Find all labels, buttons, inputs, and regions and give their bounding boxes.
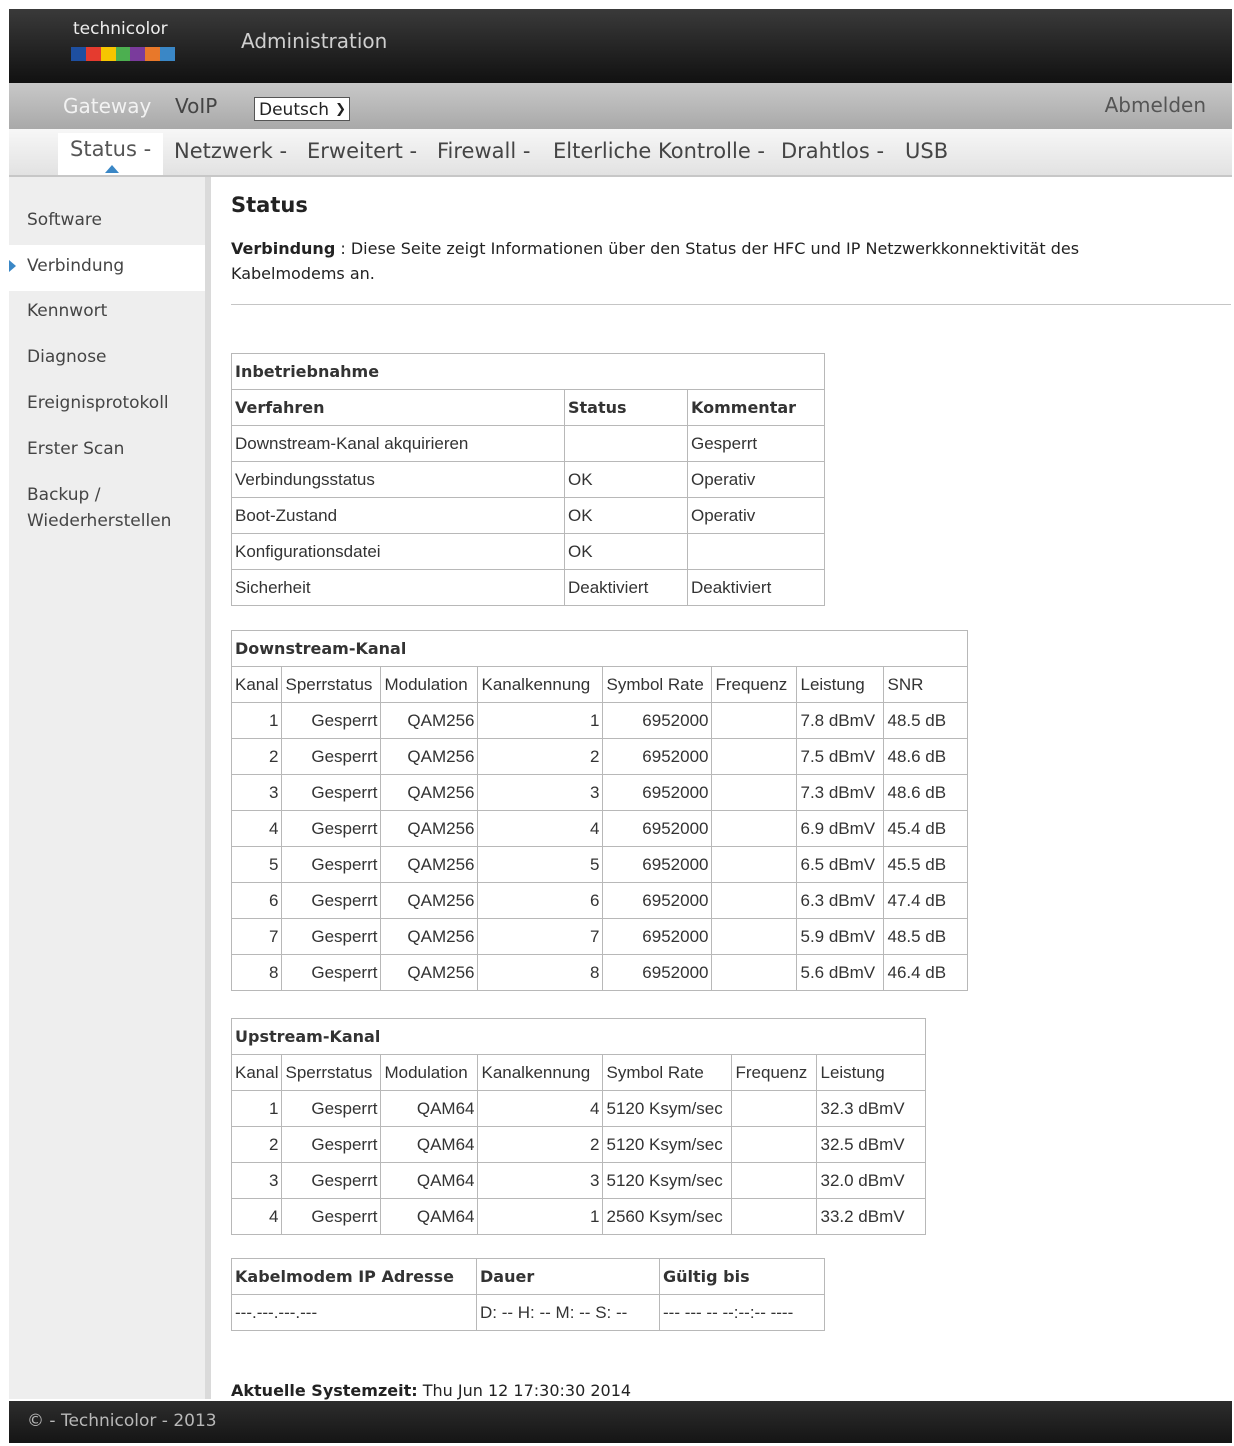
table-cell bbox=[732, 1163, 817, 1199]
table-row bbox=[232, 847, 968, 883]
logo-color-segment bbox=[160, 47, 175, 61]
column-header: Kabelmodem IP Adresse bbox=[232, 1259, 477, 1295]
table-cell: Gesperrt bbox=[688, 426, 825, 462]
table-row bbox=[232, 1199, 926, 1235]
table-cell: 47.4 dB bbox=[884, 883, 968, 919]
table-cell: 4 bbox=[478, 1091, 603, 1127]
system-time bbox=[231, 1381, 631, 1400]
table-cell bbox=[712, 955, 797, 991]
table-cell: 6952000 bbox=[603, 775, 712, 811]
column-header: Status bbox=[565, 390, 688, 426]
system-time-label: Aktuelle Systemzeit: bbox=[231, 1381, 418, 1400]
page-title: Status bbox=[231, 193, 308, 217]
table-row bbox=[232, 570, 825, 606]
logo-color-bar bbox=[71, 47, 175, 61]
column-header: Modulation bbox=[381, 1055, 478, 1091]
table-cell bbox=[712, 703, 797, 739]
table-header-row bbox=[232, 667, 968, 703]
table-cell bbox=[712, 883, 797, 919]
table-row bbox=[232, 883, 968, 919]
logo-color-segment bbox=[101, 47, 116, 61]
logo-color-segment bbox=[116, 47, 131, 61]
sidebar-item-wiederherstellen[interactable]: Wiederherstellen bbox=[27, 511, 172, 531]
table-cell: 5120 Ksym/sec bbox=[603, 1091, 732, 1127]
tab-drahtlos[interactable]: Drahtlos - bbox=[781, 139, 885, 163]
table-row bbox=[232, 534, 825, 570]
column-header: Verfahren bbox=[232, 390, 565, 426]
system-time-value: Thu Jun 12 17:30:30 2014 bbox=[422, 1381, 632, 1400]
table-cell: Gesperrt bbox=[282, 703, 381, 739]
column-header: SNR bbox=[884, 667, 968, 703]
gateway-link[interactable]: Gateway bbox=[63, 94, 152, 118]
table-cell: 1 bbox=[232, 703, 282, 739]
table-row bbox=[232, 775, 968, 811]
table-cell: 45.5 dB bbox=[884, 847, 968, 883]
table-row bbox=[232, 811, 968, 847]
table-cell: 6952000 bbox=[603, 919, 712, 955]
table-cell: 6.3 dBmV bbox=[797, 883, 884, 919]
table-cell: QAM64 bbox=[381, 1163, 478, 1199]
table-cell: 6952000 bbox=[603, 955, 712, 991]
table-cell: 6 bbox=[232, 883, 282, 919]
table-cell: 4 bbox=[232, 811, 282, 847]
ip-table bbox=[231, 1258, 825, 1331]
table-cell: 8 bbox=[478, 955, 603, 991]
table-title-row bbox=[232, 631, 968, 667]
table-header-row bbox=[232, 390, 825, 426]
column-header: Kanal bbox=[232, 667, 282, 703]
sidebar-item-diagnose[interactable]: Diagnose bbox=[27, 347, 107, 367]
column-header: Leistung bbox=[797, 667, 884, 703]
table-cell: Operativ bbox=[688, 462, 825, 498]
footer-copyright: © - Technicolor - 2013 bbox=[27, 1411, 217, 1431]
table-cell: 4 bbox=[478, 811, 603, 847]
sidebar-item-backup[interactable]: Backup / bbox=[27, 485, 101, 505]
logout-link[interactable]: Abmelden bbox=[1104, 93, 1206, 117]
column-header: Kanalkennung bbox=[478, 667, 603, 703]
column-header: Kanal bbox=[232, 1055, 282, 1091]
table-cell: 5 bbox=[232, 847, 282, 883]
logo-color-segment bbox=[71, 47, 86, 61]
table-cell: 7.3 dBmV bbox=[797, 775, 884, 811]
table-cell: 45.4 dB bbox=[884, 811, 968, 847]
table-cell: 1 bbox=[478, 1199, 603, 1235]
column-header: Leistung bbox=[817, 1055, 926, 1091]
table-cell: 1 bbox=[478, 703, 603, 739]
table-cell: 2 bbox=[478, 1127, 603, 1163]
table-cell: Verbindungsstatus bbox=[232, 462, 565, 498]
sidebar-item-erster-scan[interactable]: Erster Scan bbox=[27, 439, 125, 459]
table-cell: Downstream-Kanal akquirieren bbox=[232, 426, 565, 462]
table-cell bbox=[688, 534, 825, 570]
table-cell: 6952000 bbox=[603, 811, 712, 847]
table-row bbox=[232, 739, 968, 775]
table-cell: Gesperrt bbox=[282, 1199, 381, 1235]
table-cell: OK bbox=[565, 462, 688, 498]
table-cell: 2 bbox=[232, 1127, 282, 1163]
brand-text: technicolor bbox=[73, 19, 168, 39]
table-cell: 5.9 dBmV bbox=[797, 919, 884, 955]
table-cell: Deaktiviert bbox=[688, 570, 825, 606]
column-header: Kommentar bbox=[688, 390, 825, 426]
main-nav bbox=[9, 129, 1232, 177]
tab-elterliche-kontrolle[interactable]: Elterliche Kontrolle - bbox=[553, 139, 765, 163]
table-cell: 7 bbox=[232, 919, 282, 955]
column-header: Sperrstatus bbox=[282, 1055, 381, 1091]
table-cell: QAM256 bbox=[381, 919, 478, 955]
table-cell: QAM256 bbox=[381, 775, 478, 811]
table-cell bbox=[732, 1127, 817, 1163]
table-cell: 2560 Ksym/sec bbox=[603, 1199, 732, 1235]
intro-separator: : bbox=[340, 239, 346, 258]
table-cell: Gesperrt bbox=[282, 955, 381, 991]
table-cell bbox=[732, 1091, 817, 1127]
table-cell: 48.6 dB bbox=[884, 739, 968, 775]
divider bbox=[231, 304, 1231, 305]
table-cell: 7.5 dBmV bbox=[797, 739, 884, 775]
language-value: Deutsch bbox=[259, 100, 329, 120]
table-cell: 5120 Ksym/sec bbox=[603, 1127, 732, 1163]
table-row bbox=[232, 1295, 825, 1331]
table-title-row bbox=[232, 354, 825, 390]
table-cell: OK bbox=[565, 498, 688, 534]
table-cell: Gesperrt bbox=[282, 1091, 381, 1127]
page-intro bbox=[231, 236, 1181, 286]
table-cell: QAM256 bbox=[381, 811, 478, 847]
table-row bbox=[232, 462, 825, 498]
footer bbox=[9, 1401, 1232, 1443]
table-cell: 32.3 dBmV bbox=[817, 1091, 926, 1127]
table-title: Downstream-Kanal bbox=[232, 631, 968, 667]
table-cell: 2 bbox=[232, 739, 282, 775]
language-select[interactable] bbox=[254, 97, 350, 121]
table-cell: QAM256 bbox=[381, 703, 478, 739]
table-cell: 5 bbox=[478, 847, 603, 883]
page-frame bbox=[9, 9, 1232, 1443]
column-header: Kanalkennung bbox=[478, 1055, 603, 1091]
column-header: Sperrstatus bbox=[282, 667, 381, 703]
sidebar bbox=[9, 177, 211, 1399]
table-cell: 8 bbox=[232, 955, 282, 991]
table-cell: 48.6 dB bbox=[884, 775, 968, 811]
logo-color-segment bbox=[145, 47, 160, 61]
table-row bbox=[232, 1163, 926, 1199]
table-row bbox=[232, 703, 968, 739]
table-cell: 7 bbox=[478, 919, 603, 955]
table-cell: 6952000 bbox=[603, 739, 712, 775]
table-cell: Deaktiviert bbox=[565, 570, 688, 606]
sidebar-item-software[interactable]: Software bbox=[27, 210, 102, 230]
table-cell: 2 bbox=[478, 739, 603, 775]
table-cell: 6 bbox=[478, 883, 603, 919]
table-cell: Gesperrt bbox=[282, 883, 381, 919]
column-header: Dauer bbox=[477, 1259, 660, 1295]
table-row bbox=[232, 498, 825, 534]
upstream-table bbox=[231, 1018, 926, 1235]
tab-firewall[interactable]: Firewall - bbox=[437, 139, 531, 163]
table-cell: Gesperrt bbox=[282, 1127, 381, 1163]
table-cell: 4 bbox=[232, 1199, 282, 1235]
table-row bbox=[232, 1127, 926, 1163]
table-cell: 6952000 bbox=[603, 847, 712, 883]
table-cell: 48.5 dB bbox=[884, 703, 968, 739]
voip-link[interactable]: VoIP bbox=[175, 94, 218, 118]
table-cell: D: -- H: -- M: -- S: -- bbox=[477, 1295, 660, 1331]
table-cell: ---.---.---.--- bbox=[232, 1295, 477, 1331]
gateway-bar bbox=[9, 83, 1232, 129]
tab-usb[interactable]: USB bbox=[905, 139, 949, 163]
logo-color-segment bbox=[130, 47, 145, 61]
table-cell: Gesperrt bbox=[282, 847, 381, 883]
column-header: Gültig bis bbox=[660, 1259, 825, 1295]
table-cell: 6.5 dBmV bbox=[797, 847, 884, 883]
table-row bbox=[232, 426, 825, 462]
table-cell: Sicherheit bbox=[232, 570, 565, 606]
column-header: Modulation bbox=[381, 667, 478, 703]
table-cell: 5.6 dBmV bbox=[797, 955, 884, 991]
table-cell: QAM256 bbox=[381, 739, 478, 775]
header-bar bbox=[9, 9, 1232, 83]
intro-label: Verbindung bbox=[231, 239, 336, 258]
table-cell: OK bbox=[565, 534, 688, 570]
tab-netzwerk[interactable]: Netzwerk - bbox=[174, 139, 288, 163]
logo-color-segment bbox=[86, 47, 101, 61]
table-cell bbox=[712, 739, 797, 775]
table-row bbox=[232, 1091, 926, 1127]
table-cell: --- --- -- --:--:-- ---- bbox=[660, 1295, 825, 1331]
table-cell: Gesperrt bbox=[282, 775, 381, 811]
table-title-row bbox=[232, 1019, 926, 1055]
intro-text: Diese Seite zeigt Informationen über den Status der HFC und IP Netzwerkkonnektivität des Kabelmodems an. bbox=[231, 239, 1080, 283]
table-cell bbox=[712, 775, 797, 811]
table-cell bbox=[732, 1199, 817, 1235]
table-cell: Konfigurationsdatei bbox=[232, 534, 565, 570]
downstream-table bbox=[231, 630, 968, 991]
table-cell bbox=[712, 811, 797, 847]
sidebar-active-arrow-icon bbox=[9, 260, 16, 272]
table-cell: 32.5 dBmV bbox=[817, 1127, 926, 1163]
table-cell: 48.5 dB bbox=[884, 919, 968, 955]
table-cell: QAM256 bbox=[381, 955, 478, 991]
table-cell: Gesperrt bbox=[282, 1163, 381, 1199]
table-cell bbox=[712, 847, 797, 883]
table-header-row bbox=[232, 1259, 825, 1295]
table-cell: 6952000 bbox=[603, 883, 712, 919]
sidebar-item-kennwort[interactable]: Kennwort bbox=[27, 301, 108, 321]
table-cell: 1 bbox=[232, 1091, 282, 1127]
technicolor-logo bbox=[71, 19, 181, 67]
table-cell: QAM64 bbox=[381, 1127, 478, 1163]
sidebar-item-verbindung[interactable]: Verbindung bbox=[27, 256, 125, 276]
table-cell: 3 bbox=[478, 775, 603, 811]
tab-erweitert[interactable]: Erweitert - bbox=[307, 139, 418, 163]
table-cell: Operativ bbox=[688, 498, 825, 534]
table-cell: 5120 Ksym/sec bbox=[603, 1163, 732, 1199]
startup-table bbox=[231, 353, 825, 606]
table-title: Upstream-Kanal bbox=[232, 1019, 926, 1055]
table-row bbox=[232, 919, 968, 955]
table-cell: 3 bbox=[232, 1163, 282, 1199]
sidebar-item-ereignisprotokoll[interactable]: Ereignisprotokoll bbox=[27, 393, 169, 413]
column-header: Frequenz bbox=[712, 667, 797, 703]
table-cell: 33.2 dBmV bbox=[817, 1199, 926, 1235]
table-cell: 3 bbox=[478, 1163, 603, 1199]
table-cell: Boot-Zustand bbox=[232, 498, 565, 534]
table-cell: 6952000 bbox=[603, 703, 712, 739]
table-title: Inbetriebnahme bbox=[232, 354, 825, 390]
table-cell: QAM256 bbox=[381, 847, 478, 883]
table-cell: 46.4 dB bbox=[884, 955, 968, 991]
table-cell: 7.8 dBmV bbox=[797, 703, 884, 739]
table-cell: Gesperrt bbox=[282, 739, 381, 775]
table-cell bbox=[712, 919, 797, 955]
table-cell bbox=[565, 426, 688, 462]
table-cell: Gesperrt bbox=[282, 811, 381, 847]
table-row bbox=[232, 955, 968, 991]
table-cell: 6.9 dBmV bbox=[797, 811, 884, 847]
column-header: Frequenz bbox=[732, 1055, 817, 1091]
column-header: Symbol Rate bbox=[603, 1055, 732, 1091]
table-cell: 3 bbox=[232, 775, 282, 811]
table-cell: QAM64 bbox=[381, 1091, 478, 1127]
table-cell: 32.0 dBmV bbox=[817, 1163, 926, 1199]
chevron-down-icon: ❯ bbox=[335, 102, 346, 117]
table-header-row bbox=[232, 1055, 926, 1091]
table-cell: Gesperrt bbox=[282, 919, 381, 955]
column-header: Symbol Rate bbox=[603, 667, 712, 703]
table-cell: QAM64 bbox=[381, 1199, 478, 1235]
table-cell: QAM256 bbox=[381, 883, 478, 919]
tab-status[interactable]: Status - bbox=[58, 133, 163, 175]
header-title: Administration bbox=[241, 29, 388, 53]
active-tab-indicator bbox=[105, 165, 119, 173]
